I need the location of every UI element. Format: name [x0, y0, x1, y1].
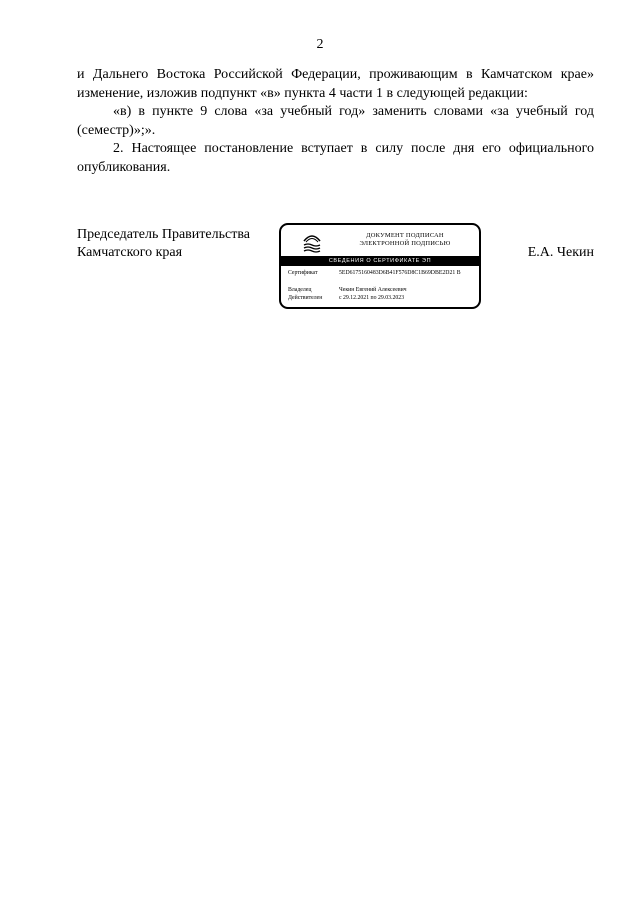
- stamp-heading-line-1: ДОКУМЕНТ ПОДПИСАН: [366, 232, 444, 239]
- signer-name: Е.А. Чекин: [527, 245, 594, 260]
- certificate-label: Сертификат: [288, 270, 318, 276]
- paragraph-subpoint-v: «в) в пункте 9 слова «за учебный год» заменить словами «за учебный год (семестр)»;».: [77, 104, 594, 138]
- stamp-heading: [331, 232, 479, 247]
- validity-value: с 29.12.2021 по 29.03.2023: [339, 295, 405, 301]
- owner-label: Владелец: [288, 287, 312, 293]
- page-number: 2: [316, 37, 324, 52]
- stamp-certificate-band: СВЕДЕНИЯ О СЕРТИФИКАТЕ ЭП: [281, 256, 479, 266]
- emblem-icon: [303, 232, 321, 254]
- document-body: [77, 66, 594, 177]
- signer-title-line-2: Камчатского края: [77, 245, 183, 260]
- owner-value: Чекин Евгений Алексеевич: [339, 287, 407, 293]
- stamp-heading-line-2: ЭЛЕКТРОННОЙ ПОДПИСЬЮ: [359, 239, 451, 247]
- paragraph-2: 2. Настоящее постановление вступает в силу после дня его официального опубликования.: [77, 141, 594, 175]
- text-line-2: изменение, изложив подпункт «в» пункта 4 части 1 в следующей редакции:: [77, 85, 528, 101]
- signer-title-line-1: Председатель Правительства: [77, 227, 250, 242]
- validity-label: Действителен: [288, 295, 323, 301]
- certificate-value: 5ED6175160483D6B41F576D8C1B69DBE2D21 B: [339, 270, 461, 276]
- electronic-signature-stamp: [279, 223, 481, 309]
- text-line-1: и Дальнего Востока Российской Федерации, проживающим в Камчатском крае»: [77, 67, 594, 82]
- signer-title: [77, 226, 250, 262]
